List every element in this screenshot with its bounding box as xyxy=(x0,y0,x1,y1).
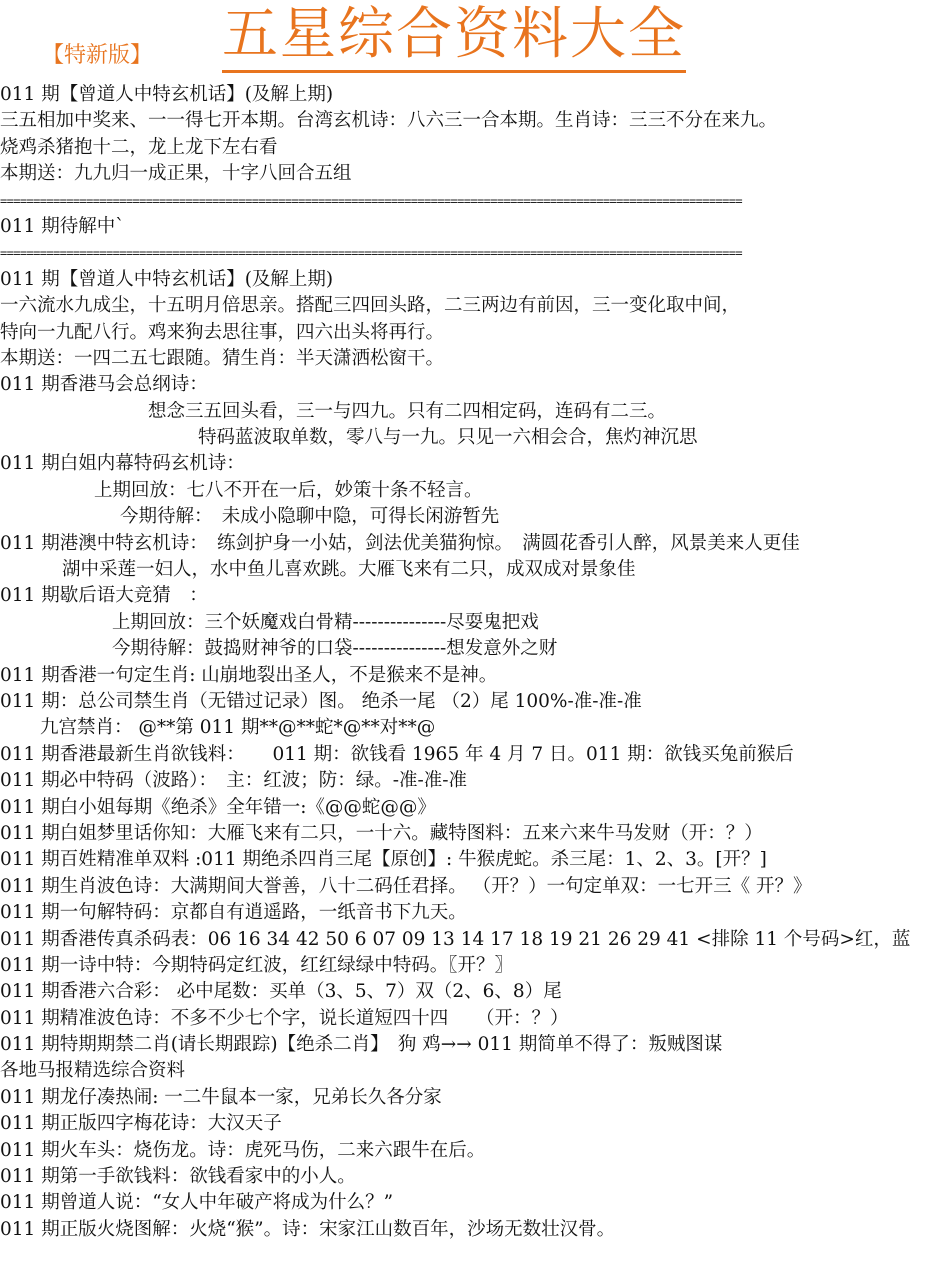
text-line: 011 期火车头：烧伤龙。诗：虎死马伤，二来六跟牛在后。 xyxy=(0,1139,486,1161)
text-line: 011 期香港马会总纲诗： xyxy=(0,374,208,396)
text-line: 想念三五回头看，三一与四九。只有二四相定码，连码有二三。 xyxy=(148,400,667,422)
text-line: 011 期白姐内幕特码玄机诗： xyxy=(0,453,245,475)
text-line: 011 期必中特码（波路）： 主：红波；防：绿。-准-准-准 xyxy=(0,770,467,792)
text-line: 湖中采莲一妇人，水中鱼儿喜欢跳。大雁飞来有二只，成双成对景象佳 xyxy=(62,559,636,581)
text-line: 011 期正版火烧图解：火烧“猴”。诗：宋家江山数百年，沙场无数壮汉骨。 xyxy=(0,1218,616,1240)
separator-line: ================================================================================================================ xyxy=(0,193,742,208)
text-line: 011 期香港一句定生肖: 山崩地裂出圣人，不是猴来不是神。 xyxy=(0,664,498,686)
text-line: 011 期生肖波色诗：大满期间大誉善，八十二码任君择。 （开？）一句定单双：一七开三《 开？》 xyxy=(0,875,812,897)
text-line: 一六流水九成尘，十五明月倍思亲。搭配三四回头路，二三两边有前因，三一变化取中间， xyxy=(0,295,741,317)
text-line: 011 期香港传真杀码表：06 16 34 42 50 6 07 09 13 14 17 18 19 21 26 29 41 <排除 11 个号码>红，蓝 xyxy=(0,928,911,950)
text-line: 011 期特期期禁二肖(请长期跟踪)【绝杀二肖】 狗 鸡→→ 011 期简单不得了：叛贼图谋 xyxy=(0,1034,723,1056)
text-line: 011 期正版四字梅花诗：大汉天子 xyxy=(0,1113,282,1135)
text-line: 九宫禁肖： @**第 011 期**@**蛇*@**对**@ xyxy=(40,717,436,739)
text-line: 011 期歇后语大竞猜 ： xyxy=(0,585,208,607)
text-line: 今期待解：鼓捣财神爷的口袋---------------想发意外之财 xyxy=(112,638,558,660)
text-line: 011 期白小姐每期《绝杀》全年错一:《@@蛇@@》 xyxy=(0,796,436,818)
text-line: 今期待解： 未成小隐聊中隐，可得长闲游暂先 xyxy=(120,506,500,528)
text-line: 各地马报精选综合资料 xyxy=(0,1060,186,1082)
separator-line: ================================================================================================================ xyxy=(0,246,742,261)
page-header xyxy=(0,0,944,82)
text-line: 本期送：一四二五七跟随。猜生肖：半天潇洒松窗干。 xyxy=(0,347,445,369)
text-line: 011 期百姓精准单双料 :011 期绝杀四肖三尾【原创】: 牛猴虎蛇。杀三尾：1、2、3。[开？] xyxy=(0,849,767,871)
text-line: 011 期香港六合彩： 必中尾数：买单（3、5、7）双（2、6、8）尾 xyxy=(0,981,562,1003)
text-line: 上期回放：三个妖魔戏白骨精---------------尽耍鬼把戏 xyxy=(112,611,539,633)
text-line: 011 期曾道人说：“女人中年破产将成为什么？” xyxy=(0,1192,394,1214)
text-line: 011 期港澳中特玄机诗： 练剑护身一小姑，剑法优美猫狗惊。 满圆花香引人醉，风景美来人更佳 xyxy=(0,532,800,554)
text-line: 烧鸡杀猪抱十二，龙上龙下左右看 xyxy=(0,136,278,158)
document-body xyxy=(0,82,944,1243)
text-line: 三五相加中奖来、一一得七开本期。台湾玄机诗：八六三一合本期。生肖诗：三三不分在来九。 xyxy=(0,110,778,132)
text-line: 特码蓝波取单数，零八与一九。只见一六相会合，焦灼神沉思 xyxy=(198,427,698,449)
edition-label: 【特新版】 xyxy=(42,43,153,68)
text-line: 011 期香港最新生肖欲钱料： 011 期：欲钱看 1965 年 4 月 7 日。011 期：欲钱买兔前猴后 xyxy=(0,743,794,765)
text-line: 上期回放：七八不开在一后，妙策十条不轻言。 xyxy=(94,479,483,501)
text-line: 本期送：九九归一成正果，十字八回合五组 xyxy=(0,163,352,185)
text-line: 011 期：总公司禁生肖（无错过记录）图。 绝杀一尾 （2）尾 100%-准-准-准 xyxy=(0,690,642,712)
text-line: 特向一九配八行。鸡来狗去思往事，四六出头将再行。 xyxy=(0,321,445,343)
page-title: 五星综合资料大全 xyxy=(222,2,686,73)
text-line: 011 期白姐梦里话你知：大雁飞来有二只，一十六。藏特图料：五来六来牛马发财（开：？） xyxy=(0,822,763,844)
text-line: 011 期龙仔凑热闹: 一二牛鼠本一家，兄弟长久各分家 xyxy=(0,1086,442,1108)
text-line: 011 期【曾道人中特玄机话】(及解上期) xyxy=(0,84,334,105)
text-line: 011 期待解中` xyxy=(0,215,125,237)
text-line: 011 期精准波色诗：不多不少七个字，说长道短四十四 （开：？） xyxy=(0,1007,569,1029)
text-line: 011 期第一手欲钱料：欲钱看家中的小人。 xyxy=(0,1166,356,1188)
text-line: 011 期一句解特码：京都自有逍遥路，一纸音书下九天。 xyxy=(0,902,467,924)
text-line: 011 期一诗中特：今期特码定红波，红红绿绿中特码。〖开？〗 xyxy=(0,954,513,976)
text-line: 011 期【曾道人中特玄机话】(及解上期) xyxy=(0,268,334,290)
